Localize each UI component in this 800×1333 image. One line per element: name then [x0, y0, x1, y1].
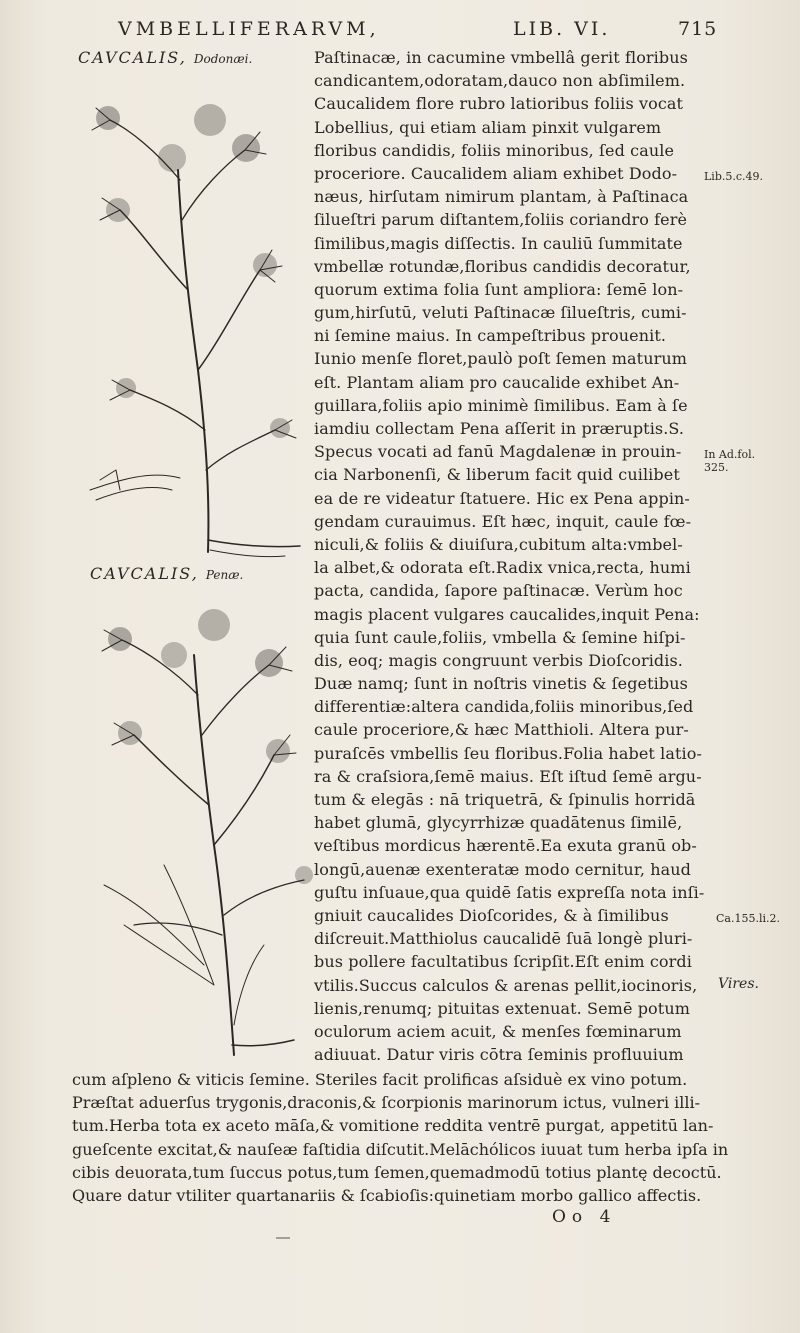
- caucalis-dodonaei-illustration: [60, 70, 310, 560]
- text-line: gendam curauimus. Eſt hæc, inquit, caule fœ-: [314, 511, 692, 531]
- text-line: puraſcēs vmbellis ſeu floribus.Folia habet latio-: [314, 743, 702, 763]
- text-line: candicantem,odoratam,dauco non abſimilem.: [314, 71, 686, 91]
- text-line: veſtibus mordicus hærentē.Ea exuta granū ob-: [314, 836, 697, 856]
- signature-mark: Oo 4: [552, 1207, 617, 1227]
- text-line: Duæ namq; ſunt in noſtris vinetis & ſegetibus: [314, 674, 688, 694]
- text-line: vmbellæ rotundæ,floribus candidis decoratur,: [314, 256, 691, 276]
- text-line: adiuuat. Datur viris cōtra ſeminis profluuium: [314, 1045, 684, 1065]
- text-line: quia ſunt caule,foliis, vmbella & ſemine hiſpi-: [314, 627, 686, 647]
- text-line: Caucalidem flore rubro latioribus foliis vocat: [314, 94, 684, 114]
- text-line: Lobellius, qui etiam aliam pinxit vulgarem: [314, 117, 662, 137]
- text-line: cum aſpleno & viticis ſemine. Steriles facit prolificas aſsiduè ex vino potum.: [72, 1070, 688, 1089]
- figure-caption-author: Dodonæi.: [193, 52, 253, 66]
- text-line: caule proceriore,& hæc Matthioli. Altera pur-: [314, 720, 689, 740]
- text-line: lienis,renumq; pituitas extenuat. Semē potum: [314, 998, 690, 1018]
- text-line: iamdiu collectam Pena aſſerit in præruptis.S.: [314, 419, 685, 438]
- margin-note-ref2-line2: 325.: [704, 461, 729, 474]
- margin-note-vires: Vires.: [718, 976, 759, 992]
- text-line: differentiæ:altera candida,foliis minoribus,ſed: [314, 697, 694, 717]
- text-line: floribus candidis, foliis minoribus, ſed caule: [314, 140, 675, 160]
- margin-note-ref3: Ca.155.li.2.: [716, 912, 780, 925]
- text-line: Iunio menſe floret,paulò poſt ſemen maturum: [314, 349, 688, 369]
- text-line: diſcreuit.Matthiolus caucalidē ſuā longè pluri-: [314, 929, 693, 949]
- text-line: vtilis.Succus calculos & arenas pellit,iocinoris,: [314, 975, 698, 995]
- text-line: guſtu inſuaue,qua quidē ſatis expreſſa nota inſi-: [314, 882, 705, 902]
- running-head-book: LIB. VI.: [513, 18, 611, 40]
- figure-caption-author: Penæ.: [205, 568, 244, 582]
- text-line: quorum extima folia ſunt ampliora: ſemē lon-: [314, 279, 684, 299]
- text-line: tum.Herba tota ex aceto māſa,& vomitione reddita ventrē purgat, appetitū lan-: [72, 1116, 714, 1136]
- full-width-text: [72, 1068, 732, 1207]
- text-line: gniuit caucalides Dioſcorides, & à ſimilibus: [314, 905, 669, 925]
- text-line: Quare datur vtiliter quartanariis & ſcabioſis:quinetiam morbo gallico affectis.: [72, 1185, 702, 1205]
- text-line: dis, eoq; magis congruunt verbis Dioſcoridis.: [314, 650, 683, 670]
- text-line: la albet,& odorata eſt.Radix vnica,recta, humi: [314, 558, 691, 578]
- running-head: [118, 18, 718, 40]
- figure-caption-dodonaei: [78, 48, 252, 67]
- text-line: Specus vocati ad fanū Magdalenæ in prouin-: [314, 442, 682, 462]
- text-line: longū,auenæ exenteratæ modo cernitur, haud: [314, 859, 691, 879]
- figure-caption-text: CAVCALIS,: [90, 564, 199, 583]
- figure-caption-penae: [90, 564, 243, 583]
- text-line: guillara,foliis apio minimè ſimilibus. Eam à ſe: [314, 395, 688, 415]
- text-line: ra & craſsiora,ſemē maius. Eſt iſtud ſemē argu-: [314, 766, 702, 786]
- margin-note-ref1: Lib.5.c.49.: [704, 170, 764, 183]
- text-line: ea de re videatur ſtatuere. Hic ex Pena appin-: [314, 488, 690, 508]
- text-line: gum,hirſutū, veluti Paſtinacæ ſilueſtris, cumi-: [314, 303, 687, 323]
- text-line: cia Narbonenſi, & liberum facit quid cuilibet: [314, 465, 680, 485]
- text-line: Paſtinacæ, in cacumine vmbellâ gerit floribus: [314, 48, 688, 67]
- text-line: næus, hirſutam nimirum plantam, à Paſtinaca: [314, 187, 689, 207]
- main-text-column: [314, 46, 709, 1066]
- text-line: bus pollere facultatibus ſcripſit.Eſt enim cordi: [314, 952, 692, 972]
- figure-caption-text: CAVCALIS,: [78, 48, 187, 67]
- text-line: ſimilibus,magis diſſectis. In cauliū ſummitate: [314, 233, 683, 253]
- margin-note-ref2: [704, 448, 755, 474]
- text-line: ni ſemine maius. In campeſtribus prouenit.: [314, 326, 667, 346]
- text-line: eſt. Plantam aliam pro caucalide exhibet An-: [314, 372, 680, 392]
- text-line: proceriore. Caucalidem aliam exhibet Dodo-: [314, 163, 678, 183]
- text-line: ſilueſtri parum diſtantem,foliis coriandro ferè: [314, 210, 688, 230]
- running-head-title: VMBELLIFERARVM,: [118, 18, 380, 40]
- text-line: pacta, candida, ſapore paſtinacæ. Verùm hoc: [314, 581, 683, 601]
- text-line: habet glumā, glycyrrhizæ quadātenus ſimilē,: [314, 813, 683, 833]
- caucalis-penae-illustration: [64, 585, 314, 1065]
- margin-note-ref2-line1: In Ad.fol.: [704, 448, 756, 461]
- text-line: cibis deuorata,tum ſuccus potus,tum ſemen,quemadmodū totius plantę decoctū.: [72, 1162, 722, 1182]
- page-number: 715: [678, 18, 718, 40]
- text-line: niculi,& foliis & diuiſura,cubitum alta:vmbel-: [314, 534, 683, 554]
- text-line: oculorum aciem acuit, & menſes fœminarum: [314, 1021, 682, 1041]
- text-line: magis placent vulgares caucalides,inquit Pena:: [314, 604, 700, 624]
- text-line: tum & elegās : nā triquetrā, & ſpinulis horridā: [314, 790, 696, 809]
- text-line: Præſtat aduerſus trygonis,draconis,& ſcorpionis marinorum ictus, vulneri illi-: [72, 1093, 701, 1113]
- printer-dash-mark: [276, 1236, 290, 1240]
- text-line: gueſcente excitat,& nauſeæ faſtidia diſcutit.Melāchólicos iuuat tum herba ipſa in: [72, 1139, 729, 1159]
